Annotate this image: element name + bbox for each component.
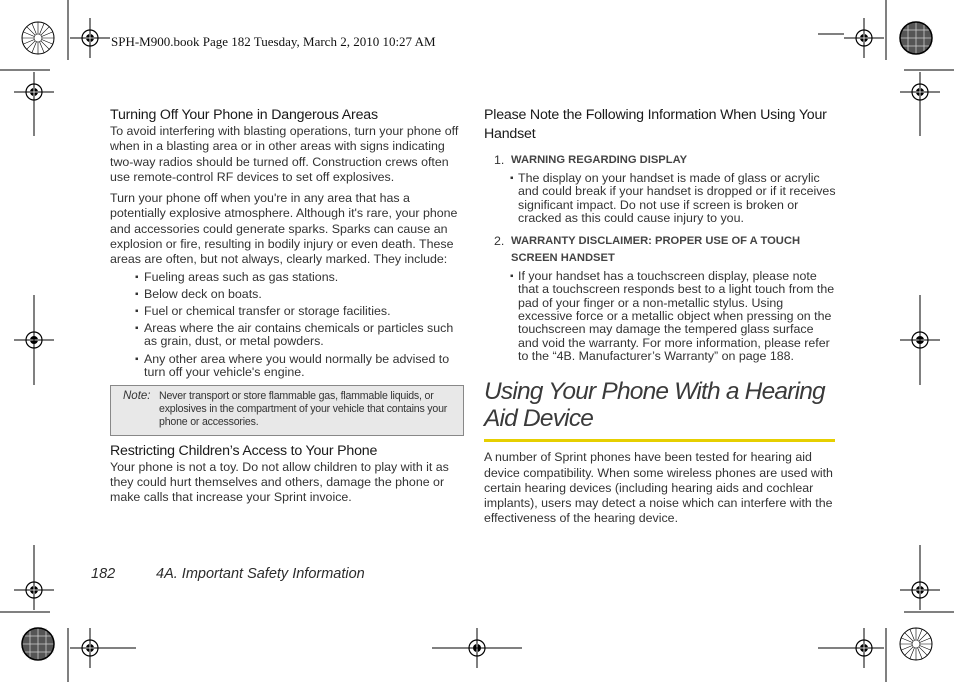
item-bullets xyxy=(484,172,836,225)
paragraph-explosive-atmosphere: Turn your phone off when you're in any area that has a potentially explosive atmosphere. Although it's rare, your phone and accessories could generate sparks. Sparks can cause an explosion or fire, resulting in bodily injury or even death. These areas are often, but not always, clearly marked. They include: xyxy=(110,191,458,267)
list-item: ▪ Any other area where you would normally be advised to turn off your vehicle's engine. xyxy=(110,353,464,380)
item-bullets xyxy=(484,270,836,363)
section-heading-handset-info: Please Note the Following Information When Using Your Handset xyxy=(484,107,827,142)
dangerous-areas-list xyxy=(110,271,464,380)
item-title: WARNING REGARDING DISPLAY xyxy=(511,154,688,166)
list-item: ▪ If your handset has a touchscreen display, please note that a touchscreen responds best to a light touch from the pad of your finger or a non-metallic stylus. Using excessive force or a metallic object when pressing on the touchscreen may damage the tempered glass surface and void the warranty. For more information, please refer to the “4B. Manufacturer’s Warranty” on page 188. xyxy=(484,270,836,363)
item-number: 1. xyxy=(494,153,505,167)
footer-section-title: 4A. Important Safety Information xyxy=(156,566,365,582)
title-rule xyxy=(484,439,835,442)
page-number: 182 xyxy=(91,566,116,582)
list-item: ▪ Below deck on boats. xyxy=(110,288,464,302)
note-box xyxy=(110,385,464,436)
item-title: WARRANTY DISCLAIMER: PROPER USE OF A TOUCH SCREEN HANDSET xyxy=(511,235,801,265)
paragraph-hearing-aid: A number of Sprint phones have been tested for hearing aid device compatibility. When some wireless phones are used with certain hearing devices (including hearing aids and cochlear implants), users may detect a noise which can interfere with the effectiveness of the hearing device. xyxy=(484,450,833,526)
note-label: Note: xyxy=(123,389,151,402)
list-item: ▪ The display on your handset is made of glass or acrylic and could break if your handset is dropped or if it receives significant impact. Do not use if screen is broken or cracked as this could cause injury to you. xyxy=(484,172,836,225)
paragraph-children: Your phone is not a toy. Do not allow children to play with it as they could hurt themselves and others, damage the phone or make calls that increase your Sprint invoice. xyxy=(110,459,449,505)
print-header: SPH-M900.book Page 182 Tuesday, March 2, 2010 10:27 AM xyxy=(111,34,436,49)
note-text: Never transport or store flammable gas, flammable liquids, or explosives in the compartment of your vehicle that contains your phone or accessories. xyxy=(159,389,448,428)
list-item: ▪ Fueling areas such as gas stations. xyxy=(110,271,464,285)
numbered-list xyxy=(484,152,836,363)
numbered-item-1 xyxy=(484,152,836,169)
paragraph-blasting: To avoid interfering with blasting operations, turn your phone off when in a blasting area or in other areas with signs indicating two-way radios should be turned off. Construction crews often use remote-control RF devices to set off explosives. xyxy=(110,124,459,184)
section-heading-dangerous-areas: Turning Off Your Phone in Dangerous Areas xyxy=(110,107,378,123)
section-title-hearing-aid: Using Your Phone With a Hearing Aid Device xyxy=(484,378,825,432)
left-column xyxy=(110,106,464,505)
list-item: ▪ Areas where the air contains chemicals or particles such as grain, dust, or metal powders. xyxy=(110,322,464,349)
right-column xyxy=(484,106,836,527)
section-heading-children: Restricting Children’s Access to Your Phone xyxy=(110,442,378,459)
numbered-item-2 xyxy=(484,233,836,267)
list-item: ▪ Fuel or chemical transfer or storage facilities. xyxy=(110,305,464,319)
item-number: 2. xyxy=(494,234,505,249)
